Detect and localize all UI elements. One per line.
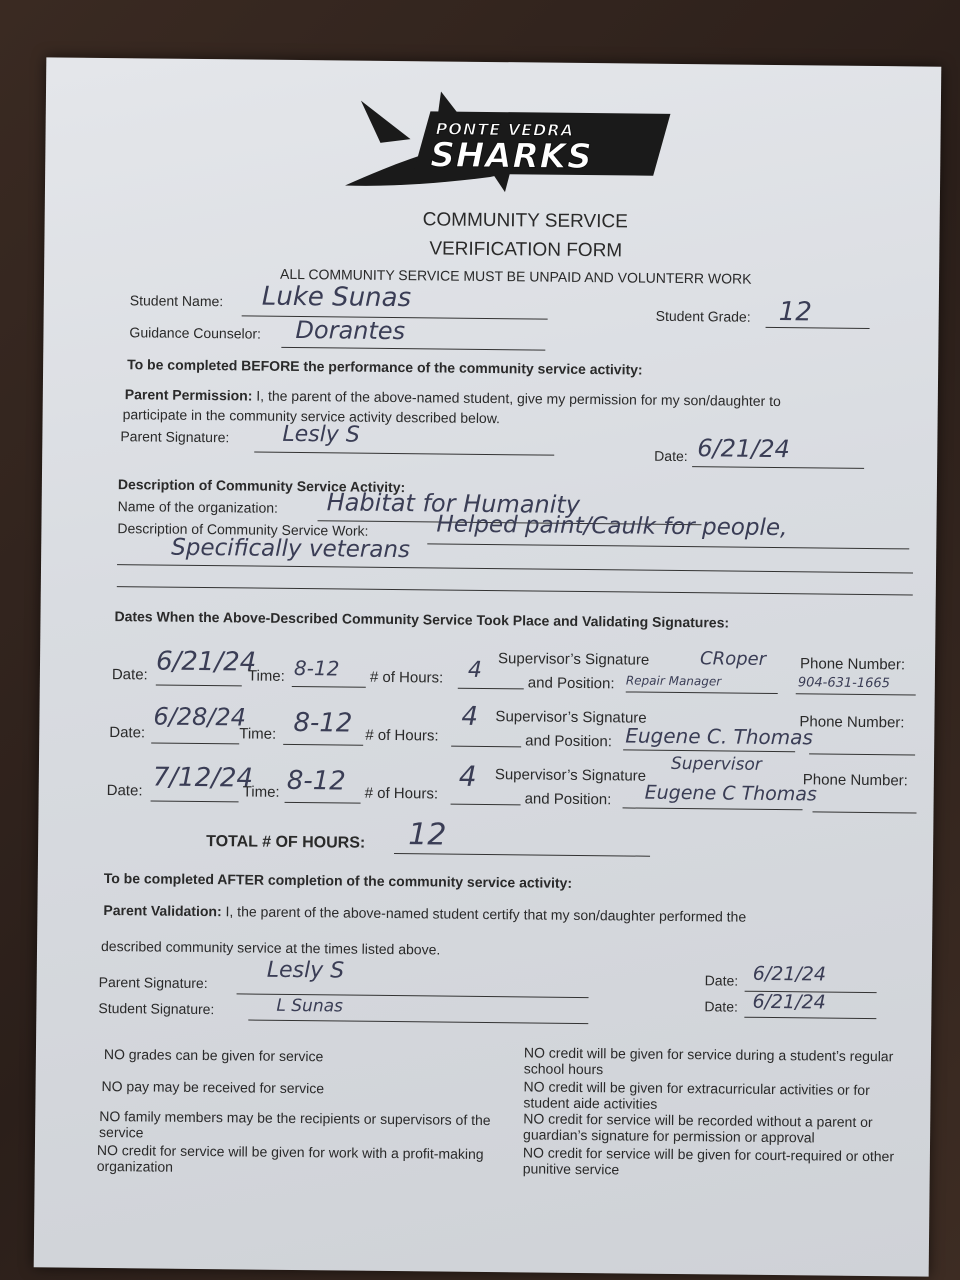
total-hours-label: TOTAL # OF HOURS:: [206, 833, 366, 852]
row1-position: Repair Manager: [625, 673, 722, 689]
form-subtitle: ALL COMMUNITY SERVICE MUST BE UNPAID AND VOLUNTERR WORK: [280, 265, 752, 287]
rule-right-2: NO credit will be given for extracurricular activities or for student aide activities: [523, 1078, 870, 1112]
row3-phone-label: Phone Number:: [802, 771, 908, 790]
counselor-label: Guidance Counselor:: [129, 324, 262, 342]
permission-label: Parent Permission:: [124, 386, 253, 404]
form-paper: [34, 57, 942, 1276]
row1-position-label: and Position:: [527, 674, 615, 693]
row1-phone: 904-631-1665: [797, 675, 891, 692]
row2-time-label: Time:: [239, 725, 277, 743]
row3-date: 7/12/24: [152, 762, 254, 794]
row2-time: 8-12: [293, 707, 353, 739]
work-value-2: Specifically veterans: [171, 534, 411, 564]
validation-label: Parent Validation:: [103, 901, 222, 920]
form-title-2: VERIFICATION FORM: [429, 238, 623, 262]
row3-signature: Supervisor: [670, 753, 762, 775]
student-sig-value: L Sunas: [276, 995, 344, 1017]
student-sig-label: Student Signature:: [98, 999, 215, 1018]
total-hours-value: 12: [408, 817, 447, 853]
logo-line1: PONTE VEDRA: [435, 119, 575, 140]
rule-right-3: NO credit for service will be recorded without a parent or guardian’s signature for permission or approval: [523, 1110, 873, 1146]
row2-sup-label: Supervisor’s Signature: [495, 708, 647, 727]
row2-hours-label: # of Hours:: [365, 726, 439, 745]
description-heading: Description of Community Service Activity:: [117, 476, 406, 496]
org-value: Habitat for Humanity: [326, 488, 581, 519]
row2-date: 6/28/24: [153, 702, 247, 732]
before-heading: To be completed BEFORE the performance of the community service activity:: [127, 356, 643, 378]
date-before: 6/21/24: [697, 434, 790, 464]
rule-left-3: NO family members may be the recipients or supervisors of the service: [99, 1107, 491, 1141]
row3-time: 8-12: [286, 765, 346, 797]
row2-phone-label: Phone Number:: [799, 713, 905, 732]
row1-hours-label: # of Hours:: [369, 668, 444, 687]
rule-right-1: NO credit will be given for service during a student’s regular school hours: [523, 1044, 894, 1078]
parent-sig-label-after: Parent Signature:: [98, 973, 208, 992]
row3-hours-label: # of Hours:: [364, 784, 439, 803]
student-name-value: Luke Sunas: [261, 281, 412, 314]
row1-hours: 4: [467, 657, 483, 683]
parent-sig-after: Lesly S: [266, 957, 345, 984]
row1-phone-label: Phone Number:: [799, 655, 906, 674]
parent-sig-before: Lesly S: [282, 421, 360, 448]
dates-heading: Dates When the Above-Described Community Service Took Place and Validating Signatures:: [114, 608, 730, 631]
counselor-value: Dorantes: [295, 315, 406, 346]
validation-line-1: [103, 902, 746, 925]
row3-position-label: and Position:: [524, 790, 612, 809]
row1-time-label: Time:: [247, 667, 285, 685]
row2-position: Eugene C. Thomas: [625, 723, 814, 750]
date-label-before: Date:: [654, 447, 688, 465]
form-title-1: COMMUNITY SERVICE: [422, 209, 628, 233]
row2-date-label: Date:: [109, 724, 146, 742]
work-label: Description of Community Service Work:: [117, 520, 369, 539]
rule-left-4: NO credit for service will be given for work with a profit-making organization: [96, 1141, 484, 1175]
row3-hours: 4: [458, 759, 477, 793]
parent-sig-label-before: Parent Signature:: [120, 428, 230, 446]
row1-date: 6/21/24: [155, 646, 257, 678]
work-value-1: Helped paint/Caulk for people,: [436, 511, 788, 542]
row2-position-label: and Position:: [525, 732, 613, 751]
row1-sup-label: Supervisor’s Signature: [497, 650, 650, 669]
permission-line-1: [125, 386, 781, 409]
row3-date-label: Date:: [106, 782, 143, 800]
row2-hours: 4: [461, 701, 479, 732]
rule-left-2: NO pay may be received for service: [101, 1077, 325, 1097]
student-name-label: Student Name:: [129, 292, 224, 310]
parent-date-label: Date:: [704, 972, 739, 989]
row1-time: 8-12: [293, 655, 340, 681]
row3-sup-label: Supervisor’s Signature: [494, 766, 647, 785]
rule-right-4: NO credit for service will be given for court-required or other punitive service: [522, 1144, 895, 1178]
after-heading: To be completed AFTER completion of the community service activity:: [103, 869, 573, 891]
row1-signature: CRoper: [699, 648, 767, 670]
student-date-after: 6/21/24: [752, 990, 826, 1014]
row3-position: Eugene C Thomas: [644, 781, 818, 806]
permission-text-1: I, the parent of the above-named student, give my permission for my son/daughter to: [252, 387, 781, 410]
row1-date-label: Date:: [111, 666, 148, 684]
student-grade-label: Student Grade:: [655, 307, 751, 325]
org-label: Name of the organization:: [117, 498, 279, 516]
permission-line-2: participate in the community service activity described below.: [122, 406, 501, 427]
validation-text-1: I, the parent of the above-named student certify that my son/daughter performed the: [221, 903, 747, 925]
validation-line-2: described community service at the times listed above.: [100, 937, 441, 958]
parent-date-after: 6/21/24: [752, 962, 827, 986]
rule-left-1: NO grades can be given for service: [103, 1046, 324, 1065]
student-grade-value: 12: [778, 297, 812, 328]
student-date-label: Date:: [704, 998, 739, 1015]
row3-time-label: Time:: [242, 783, 280, 801]
logo-line2: SHARKS: [430, 135, 593, 178]
sharks-logo: [340, 90, 681, 204]
